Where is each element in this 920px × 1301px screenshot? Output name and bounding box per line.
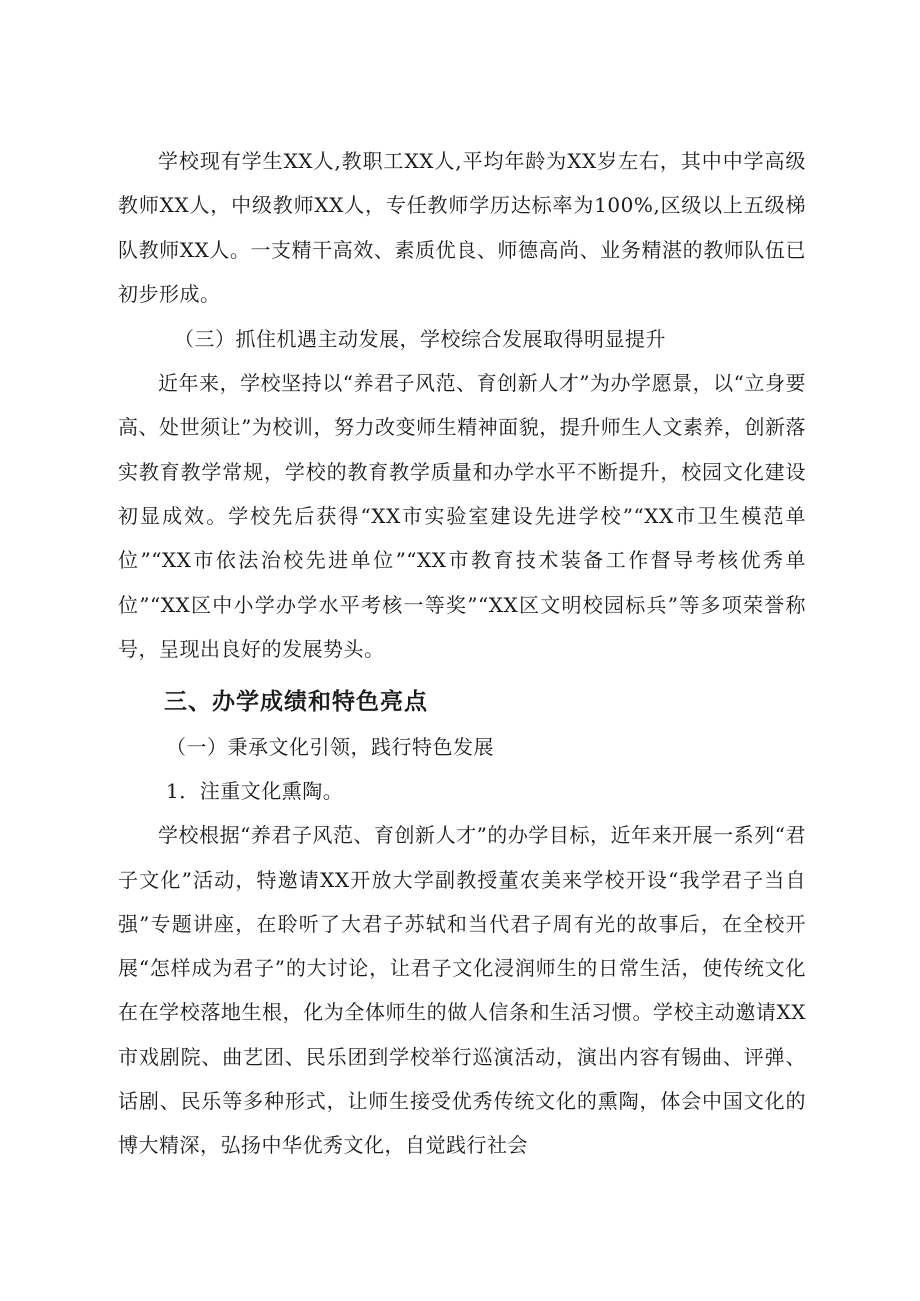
paragraph-staff: 学校现有学生XX人,教职工XX人,平均年龄为XX岁左右，其中中学高级教师XX人，中级教师XX人，专任教师学历达标率为100%,区级以上五级梯队教师XX人。一支精干高效、素质优良、师德高尚、业务精湛的教师队伍已初步形成。 (118, 149, 806, 306)
subheading-development: （三）抓住机遇主动发展，学校综合发展取得明显提升 (174, 327, 666, 352)
paragraph-achievements: 近年来，学校坚持以“养君子风范、育创新人才”为办学愿景，以“立身要高、处世须让”为校训，努力改变师生精神面貌，提升师生人文素养，创新落实教育教学常规，学校的教育教学质量和办学水平不断提升，校园文化建设初显成效。学校先后获得“XX市实验室建设先进学校”“XX市卫生模范单位”“XX市依法治校先进单位”“XX市教育技术装备工作督导考核优秀单位”“XX区中小学办学水平考核一等奖”“XX区文明校园标兵”等多项荣誉称号，呈现出良好的发展势头。 (118, 371, 806, 661)
section-heading: 三、办学成绩和特色亮点 (164, 689, 428, 716)
paragraph-culture: 学校根据“养君子风范、育创新人才”的办学目标，近年来开展一系列“君子文化”活动，特邀请XX开放大学副教授董农美来学校开设“我学君子当自强”专题讲座，在聆听了大君子苏轼和当代君子周有光的故事后，在全校开展“怎样成为君子”的大讨论，让君子文化浸润师生的日常生活，使传统文化在在学校落地生根，化为全体师生的做人信条和生活习惯。学校主动邀请XX市戏剧院、曲艺团、民乐团到学校举行巡演活动，演出内容有锡曲、评弹、话剧、民乐等多种形式，让师生接受优秀传统文化的熏陶，体会中国文化的博大精深，弘扬中华优秀文化，自觉践行社会 (118, 823, 806, 1158)
document-body (118, 139, 806, 1168)
numbered-item: 1．注重文化熏陶。 (166, 779, 344, 804)
subheading-culture: （一）秉承文化引领，践行特色发展 (166, 735, 494, 760)
